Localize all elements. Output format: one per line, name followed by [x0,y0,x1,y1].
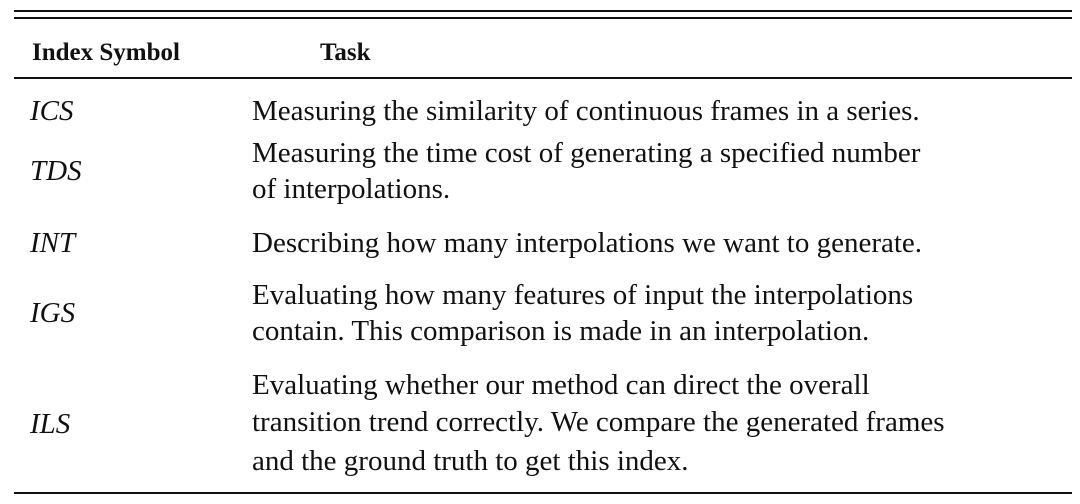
symbol-ils: ILS [30,408,71,440]
header-task: Task [320,39,371,66]
task-tds-line-2: of interpolations. [252,173,451,205]
bottom-rule [14,492,1072,494]
task-ils-line-2: transition trend correctly. We compare the generated frames [252,406,945,438]
top-rule-outer [14,10,1072,12]
task-igs-line-2: contain. This comparison is made in an interpolation. [252,315,870,347]
header-rule [14,77,1072,79]
task-ils-line-3: and the ground truth to get this index. [252,445,689,477]
symbol-igs: IGS [30,297,76,329]
symbol-int: INT [30,227,76,259]
header-index-symbol: Index Symbol [32,39,180,66]
task-tds-line-1: Measuring the time cost of generating a specified number [252,137,921,169]
task-igs-line-1: Evaluating how many features of input the interpolations [252,279,914,311]
symbol-tds: TDS [30,155,82,187]
task-ics-line-1: Measuring the similarity of continuous frames in a series. [252,95,920,127]
top-rule-inner [14,17,1072,19]
task-ils-line-1: Evaluating whether our method can direct the overall [252,369,870,401]
task-int-line-1: Describing how many interpolations we want to generate. [252,227,923,259]
symbol-ics: ICS [30,95,74,127]
